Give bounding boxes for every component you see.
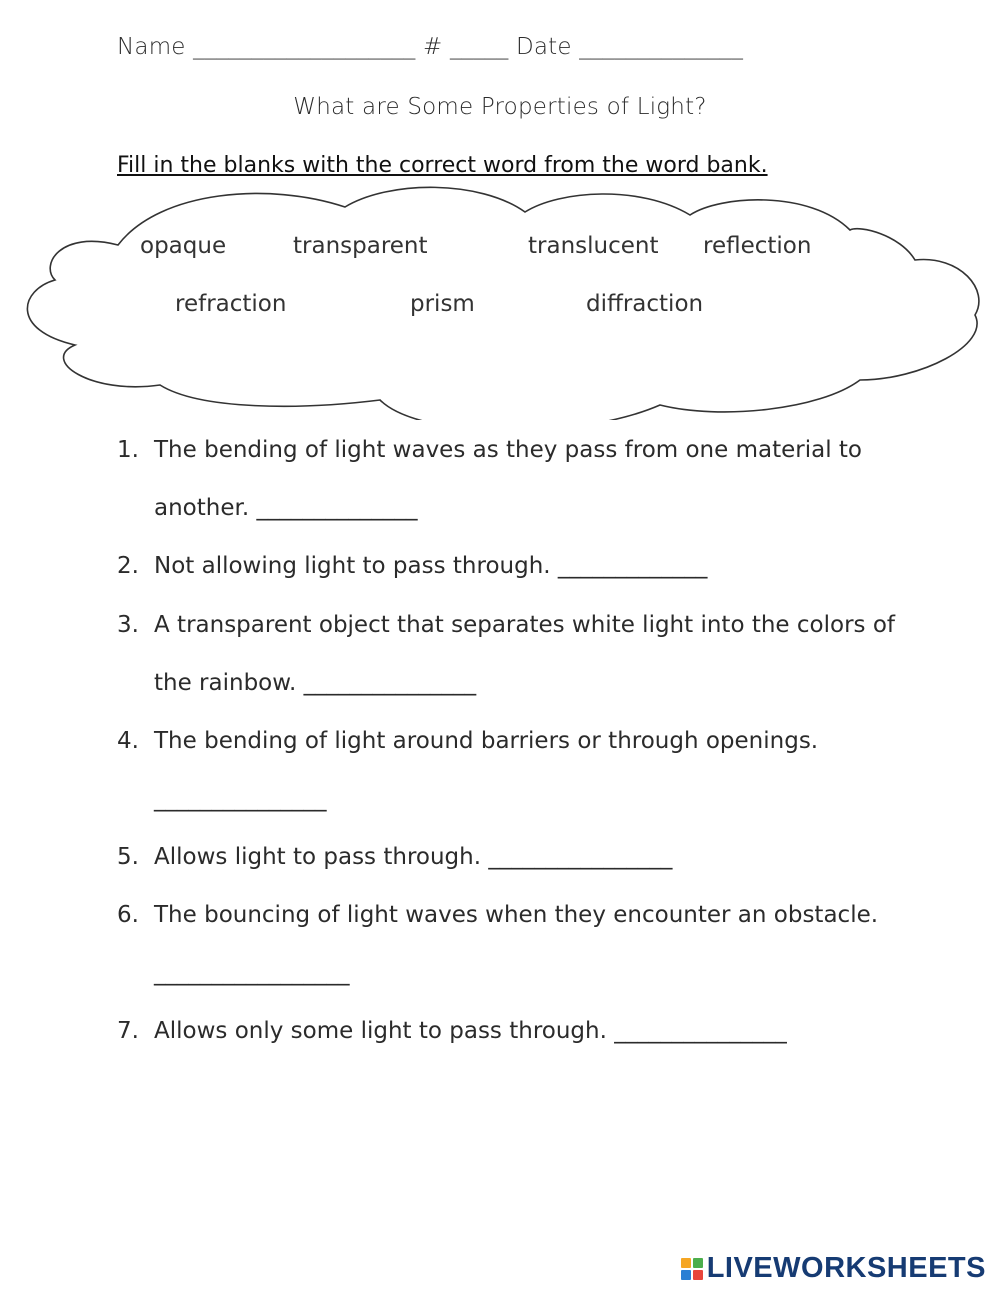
logo-block — [693, 1258, 703, 1268]
instructions: Fill in the blanks with the correct word from the word bank. — [117, 153, 768, 178]
name-date-line: Name ___________________ # _____ Date ______________ — [117, 34, 744, 60]
question-answer-line[interactable]: another. ______________ — [154, 495, 418, 521]
word-bank-item[interactable]: reflection — [703, 233, 812, 259]
question-answer-line[interactable]: Allows light to pass through. ________________ — [154, 844, 673, 870]
question-number: 3. — [117, 612, 139, 638]
liveworksheets-logo — [681, 1252, 986, 1285]
question-answer-line[interactable]: Not allowing light to pass through. _____________ — [154, 553, 708, 579]
logo-block — [681, 1270, 691, 1280]
question-text: The bouncing of light waves when they encounter an obstacle. — [154, 902, 879, 928]
question-number: 5. — [117, 844, 139, 870]
question-number: 1. — [117, 437, 139, 463]
question-text: The bending of light waves as they pass from one material to — [154, 437, 862, 463]
word-bank-item[interactable]: refraction — [175, 291, 287, 317]
question-number: 4. — [117, 728, 139, 754]
word-bank-cloud — [0, 180, 1000, 420]
question-answer-line[interactable]: _______________ — [154, 786, 327, 812]
question-answer-line[interactable]: the rainbow. _______________ — [154, 670, 477, 696]
question-answer-line[interactable]: _________________ — [154, 960, 350, 986]
question-number: 7. — [117, 1018, 139, 1044]
question-text: A transparent object that separates white light into the colors of — [154, 612, 895, 638]
worksheet-title: What are Some Properties of Light? — [293, 94, 707, 120]
logo-block — [693, 1270, 703, 1280]
word-bank-item[interactable]: opaque — [140, 233, 227, 259]
question-answer-line[interactable]: Allows only some light to pass through. _______________ — [154, 1018, 787, 1044]
question-text: The bending of light around barriers or through openings. — [154, 728, 819, 754]
logo-text: LIVEWORKSHEETS — [706, 1252, 986, 1284]
word-bank-item[interactable]: diffraction — [586, 291, 704, 317]
question-number: 6. — [117, 902, 139, 928]
logo-block — [681, 1258, 691, 1268]
word-bank-item[interactable]: translucent — [528, 233, 659, 259]
word-bank-item[interactable]: prism — [410, 291, 475, 317]
word-bank-item[interactable]: transparent — [293, 233, 428, 259]
question-number: 2. — [117, 553, 139, 579]
logo-blocks-icon — [681, 1258, 703, 1280]
